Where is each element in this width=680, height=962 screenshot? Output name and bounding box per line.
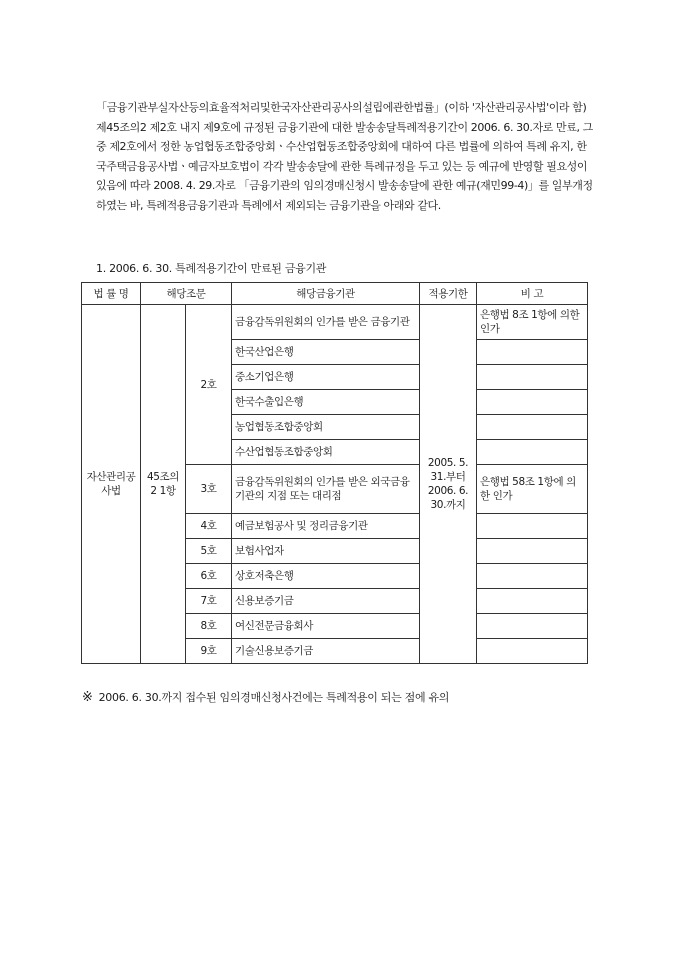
- header-remark: 비 고: [477, 283, 588, 305]
- remark-cell: [477, 440, 588, 465]
- header-period: 적용기한: [420, 283, 477, 305]
- clause-cell: 8호: [186, 614, 232, 639]
- institution-cell: 한국산업은행: [232, 340, 420, 365]
- reference-mark-icon: ※: [82, 690, 93, 705]
- header-law: 법 률 명: [82, 283, 141, 305]
- clause-cell: 4호: [186, 514, 232, 539]
- clause-cell: 2호: [186, 305, 232, 465]
- footnote: [82, 689, 449, 705]
- section-title: 1. 2006. 6. 30. 특례적용기간이 만료된 금융기관: [96, 262, 327, 275]
- remark-cell: [477, 365, 588, 390]
- clause-cell: 3호: [186, 465, 232, 514]
- remark-cell: [477, 340, 588, 365]
- law-name-cell: 자산관리공사법: [82, 305, 141, 664]
- remark-cell: 은행법 8조 1항에 의한 인가: [477, 305, 588, 340]
- institution-cell: 예금보험공사 및 정리금융기관: [232, 514, 420, 539]
- remark-cell: [477, 639, 588, 664]
- clause-cell: 9호: [186, 639, 232, 664]
- remark-cell: 은행법 58조 1항에 의한 인가: [477, 465, 588, 514]
- institution-cell: 금융감독위원회의 인가를 받은 외국금융기관의 지점 또는 대리점: [232, 465, 420, 514]
- institution-cell: 신용보증기금: [232, 589, 420, 614]
- remark-cell: [477, 614, 588, 639]
- institution-cell: 여신전문금융회사: [232, 614, 420, 639]
- remark-cell: [477, 589, 588, 614]
- institution-cell: 기술신용보증기금: [232, 639, 420, 664]
- institution-cell: 금융감독위원회의 인가를 받은 금융기관: [232, 305, 420, 340]
- institution-cell: 상호저축은행: [232, 564, 420, 589]
- table-row: [82, 305, 588, 340]
- footnote-text: 2006. 6. 30.까지 접수된 임의경매신청사건에는 특례적용이 되는 점에 유의: [98, 691, 450, 704]
- remark-cell: [477, 564, 588, 589]
- header-institution: 해당금융기관: [232, 283, 420, 305]
- institution-cell: 수산업협동조합중앙회: [232, 440, 420, 465]
- header-article: 해당조문: [141, 283, 232, 305]
- remark-cell: [477, 415, 588, 440]
- table-header-row: [82, 283, 588, 305]
- clause-cell: 6호: [186, 564, 232, 589]
- remark-cell: [477, 514, 588, 539]
- intro-paragraph: 「금융기관부실자산등의효율적처리및한국자산관리공사의설립에관한법률」(이하 '자산관리공사법'이라 함) 제45조의2 제2호 내지 제9호에 규정된 금융기관에 대한 발송송달특례적용기간이 2006. 6. 30.자로 만료, 그 중 제2호에서 정한 농업협동조합중앙회ㆍ수산업협동조합중앙회에 대하여 다른 법률에 의하여 특례 유지, 한국주택금융공사법ㆍ예금자보호법이 각각 발송송달에 관한 특례규정을 두고 있는 등 예규에 반영할 필요성이 있음에 따라 2008. 4. 29.자로 「금융기관의 임의경매신청시 발송송달에 관한 예규(재민99-4)」를 일부개정하였는 바, 특례적용금융기관과 특례에서 제외되는 금융기관을 아래와 같다.: [96, 101, 593, 212]
- article-main-cell: 45조의2 1항: [141, 305, 186, 664]
- remark-cell: [477, 539, 588, 564]
- clause-cell: 5호: [186, 539, 232, 564]
- institution-cell: 농업협동조합중앙회: [232, 415, 420, 440]
- institution-cell: 보험사업자: [232, 539, 420, 564]
- institution-cell: 한국수출입은행: [232, 390, 420, 415]
- institution-table: [81, 282, 588, 664]
- clause-cell: 7호: [186, 589, 232, 614]
- remark-cell: [477, 390, 588, 415]
- institution-cell: 중소기업은행: [232, 365, 420, 390]
- period-cell: 2005. 5. 31.부터 2006. 6. 30.까지: [420, 305, 477, 664]
